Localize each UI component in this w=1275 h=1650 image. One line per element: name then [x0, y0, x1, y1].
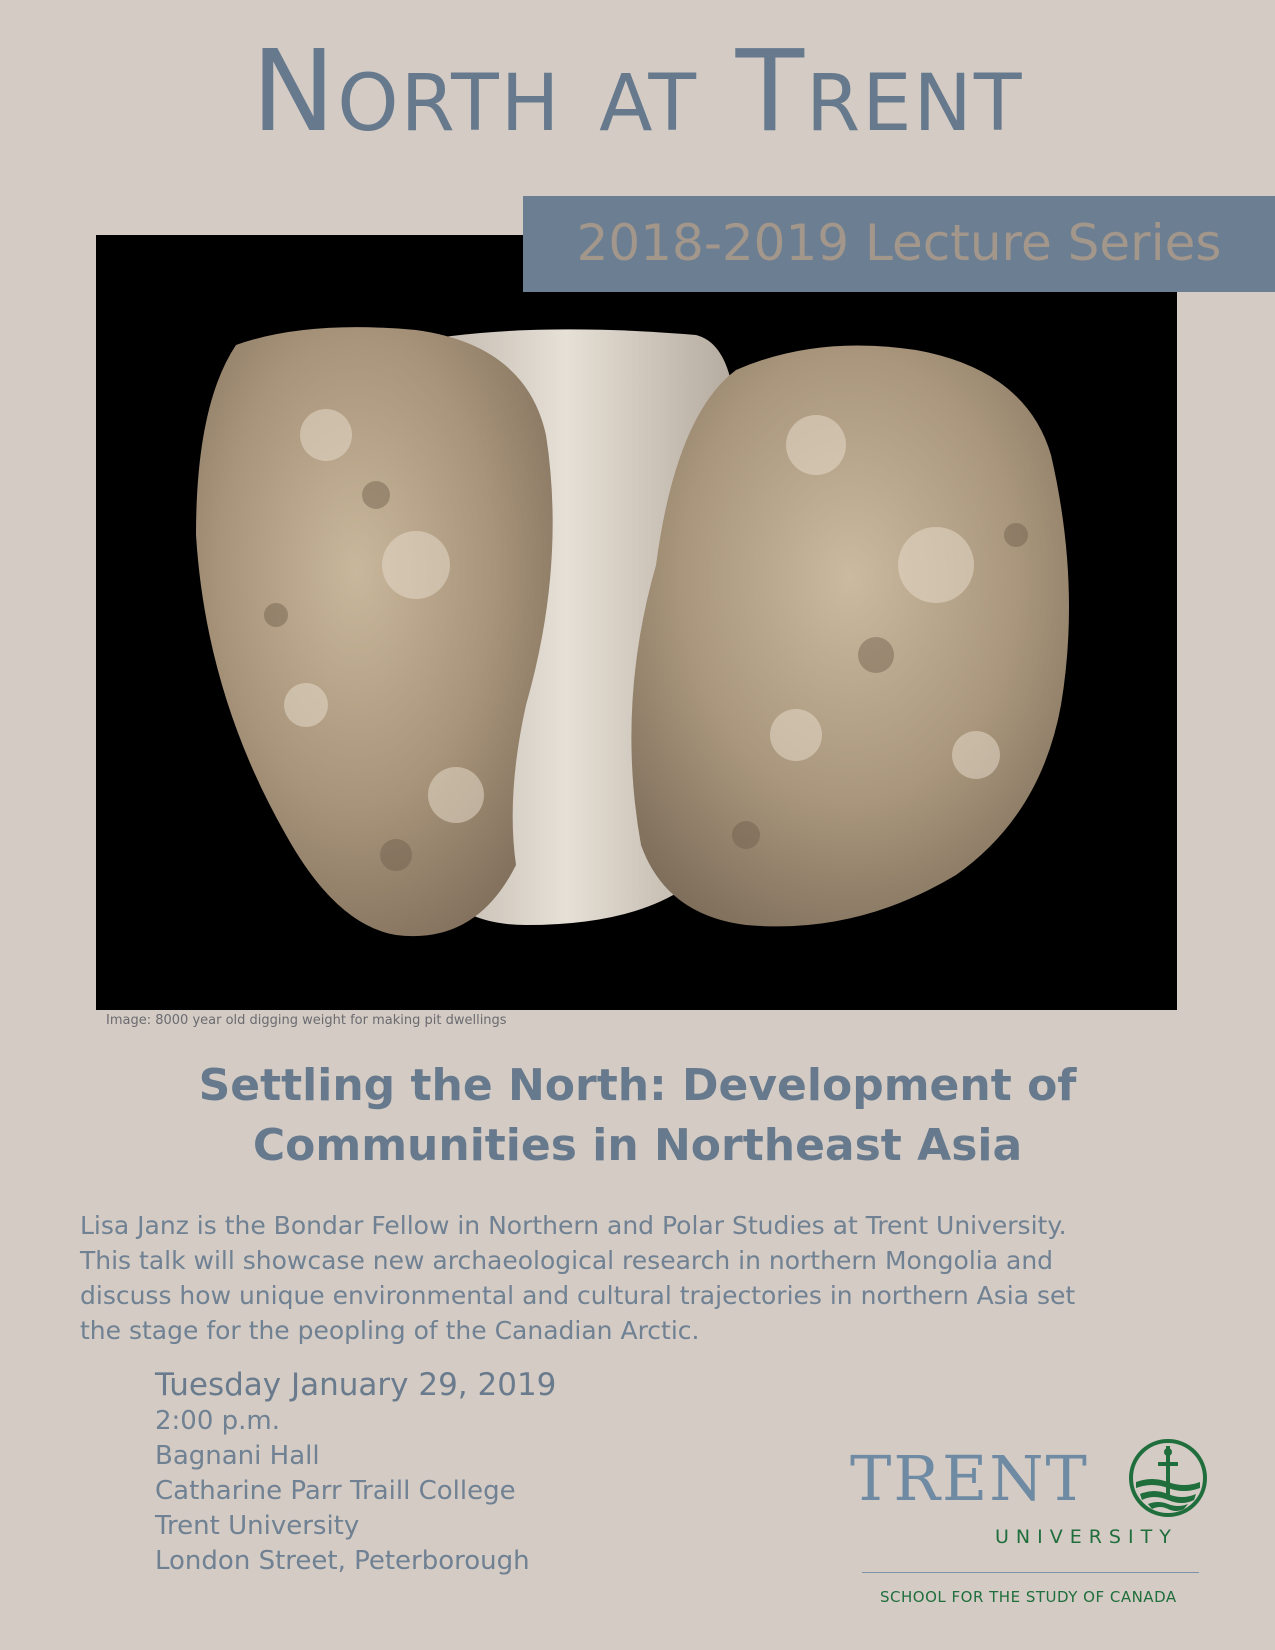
talk-description — [80, 1208, 1260, 1348]
digging-weight-image — [96, 235, 1177, 1010]
photo-caption: Image: 8000 year old digging weight for making pit dwellings — [106, 1013, 507, 1028]
logo-subtitle: UNIVERSITY — [995, 1526, 1178, 1548]
talk-title-line: Communities in Northeast Asia — [252, 1120, 1023, 1171]
talk-title-line: Settling the North: Development of — [198, 1060, 1077, 1111]
event-time: 2:00 p.m. — [155, 1406, 281, 1436]
event-venue: Bagnani Hall — [155, 1441, 320, 1471]
series-banner — [523, 196, 1275, 292]
talk-title — [60, 1056, 1215, 1176]
description-line: the stage for the peopling of the Canadian Arctic. — [80, 1316, 700, 1345]
event-details — [155, 1404, 530, 1579]
event-address: London Street, Peterborough — [155, 1546, 530, 1576]
description-line: This talk will showcase new archaeological research in northern Mongolia and — [80, 1246, 1054, 1275]
description-line: discuss how unique environmental and cultural trajectories in northern Asia set — [80, 1281, 1076, 1310]
event-date: Tuesday January 29, 2019 — [155, 1367, 557, 1403]
description-line: Lisa Janz is the Bondar Fellow in Northern and Polar Studies at Trent University. — [80, 1211, 1067, 1240]
trent-university-logo — [850, 1438, 1210, 1618]
artifact-photo — [96, 235, 1177, 1010]
event-institution: Trent University — [155, 1511, 360, 1541]
trent-emblem-icon — [1128, 1438, 1208, 1518]
logo-wordmark: TRENT — [850, 1442, 1089, 1515]
logo-department: SCHOOL FOR THE STUDY OF CANADA — [880, 1588, 1177, 1606]
logo-divider — [862, 1572, 1199, 1573]
event-college: Catharine Parr Traill College — [155, 1476, 516, 1506]
series-label: 2018-2019 Lecture Series — [576, 214, 1222, 272]
page-title: North at Trent — [251, 27, 1024, 157]
